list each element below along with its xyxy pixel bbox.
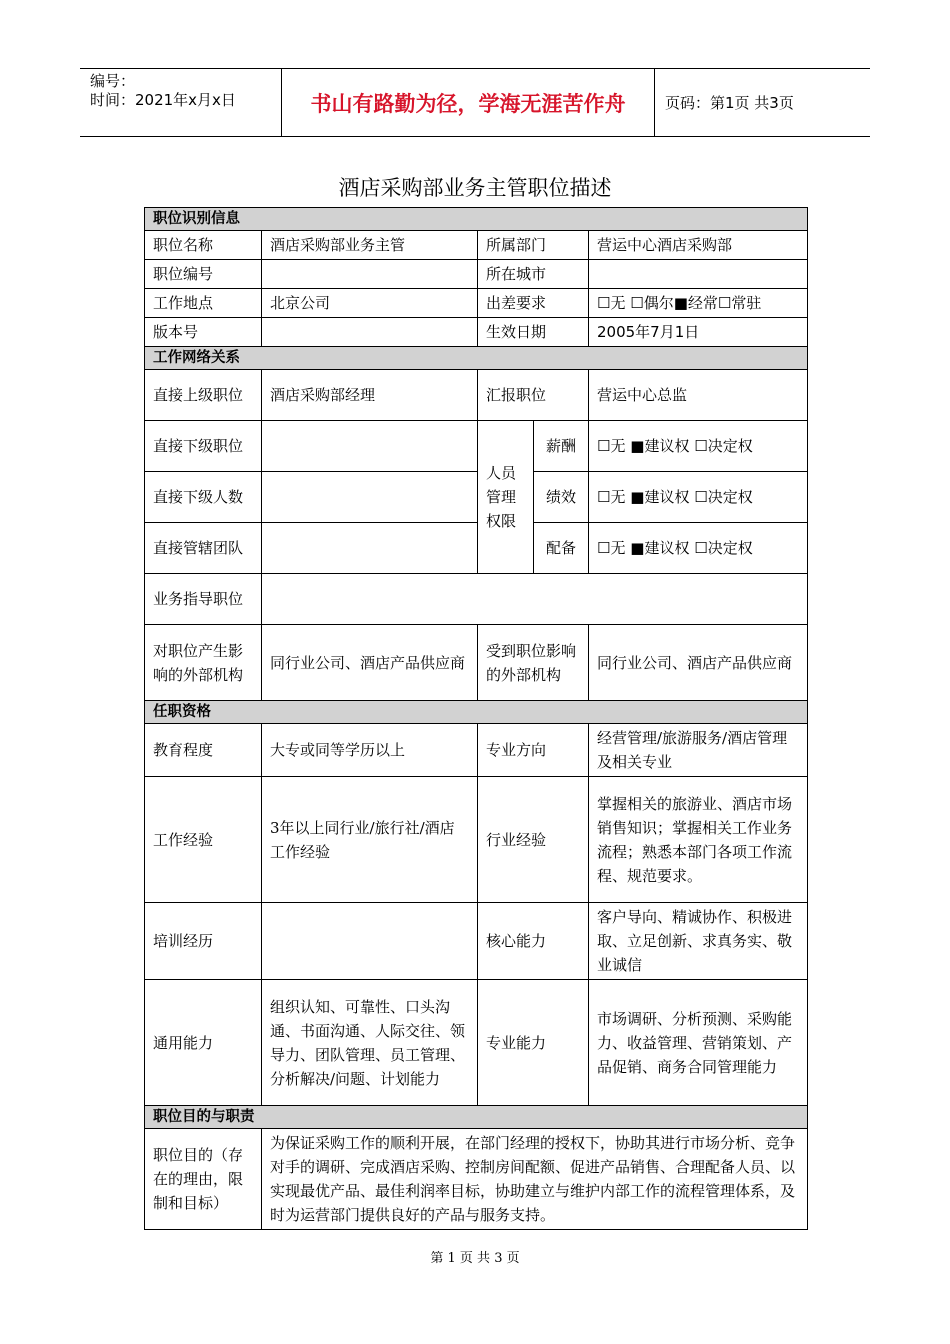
travel-option-frequent: 经常 xyxy=(687,294,718,312)
travel-option-occasional: 偶尔 xyxy=(643,294,674,312)
subordinate-count-value xyxy=(262,472,478,523)
section-network: 工作网络关系 xyxy=(145,347,808,370)
checkbox-unchecked-icon: ☐ xyxy=(630,294,644,312)
option-decide: 决定权 xyxy=(707,437,753,455)
document-title: 酒店采购部业务主管职位描述 xyxy=(338,176,612,200)
section-qualification: 任职资格 xyxy=(145,701,808,724)
version-label: 版本号 xyxy=(145,318,262,347)
authority-label: 人员管理权限 xyxy=(478,421,534,574)
subordinate-label: 直接下级职位 xyxy=(145,421,262,472)
effective-date-value: 2005年7月1日 xyxy=(589,318,808,347)
superior-value: 酒店采购部经理 xyxy=(262,370,478,421)
section-purpose: 职位目的与职责 xyxy=(145,1106,808,1129)
industry-exp-value: 掌握相关的旅游业、酒店市场销售知识；掌握相关工作业务流程；熟悉本部门各项工作流程、规范要求。 xyxy=(589,777,808,903)
guidance-value xyxy=(262,574,808,625)
external-affected-value: 同行业公司、酒店产品供应商 xyxy=(589,625,808,701)
travel-option-none: 无 xyxy=(610,294,626,312)
option-suggest: 建议权 xyxy=(644,488,690,506)
position-name-value: 酒店采购部业务主管 xyxy=(262,231,478,260)
doc-date: 时间：2021年x月x日 xyxy=(90,91,236,109)
checkbox-unchecked-icon: ☐ xyxy=(597,437,611,455)
core-label: 核心能力 xyxy=(478,903,589,980)
doc-number-label: 编号： xyxy=(90,72,136,90)
education-label: 教育程度 xyxy=(145,724,262,777)
training-value xyxy=(262,903,478,980)
authority-salary-label: 薪酬 xyxy=(534,421,589,472)
authority-performance-options xyxy=(589,472,808,523)
industry-exp-label: 行业经验 xyxy=(478,777,589,903)
team-label: 直接管辖团队 xyxy=(145,523,262,574)
checkbox-unchecked-icon: ☐ xyxy=(597,294,611,312)
option-decide: 决定权 xyxy=(707,539,753,557)
checkbox-checked-icon: ■ xyxy=(630,539,645,557)
effective-date-label: 生效日期 xyxy=(478,318,589,347)
header-page-info: 页码：第1页 共3页 xyxy=(665,94,794,112)
general-value: 组织认知、可靠性、口头沟通、书面沟通、人际交往、领导力、团队管理、员工管理、分析解决/问题、计划能力 xyxy=(262,980,478,1106)
option-suggest: 建议权 xyxy=(644,539,690,557)
authority-salary-options xyxy=(589,421,808,472)
authority-staffing-label: 配备 xyxy=(534,523,589,574)
major-label: 专业方向 xyxy=(478,724,589,777)
option-none: 无 xyxy=(610,488,626,506)
section-identification: 职位识别信息 xyxy=(145,208,808,231)
external-affect-label: 对职位产生影响的外部机构 xyxy=(145,625,262,701)
subordinate-value xyxy=(262,421,478,472)
page-header xyxy=(80,68,870,137)
job-description-table xyxy=(144,207,808,1230)
header-motto: 书山有路勤为径，学海无涯苦作舟 xyxy=(282,69,655,136)
purpose-text: 为保证采购工作的顺利开展，在部门经理的授权下，协助其进行市场分析、竞争对手的调研、完成酒店采购、控制房间配额、促进产品销售、合理配备人员、以实现最优产品、最佳利润率目标，协助建立与维护内部工作的流程管理体系，及时为运营部门提供良好的产品与服务支持。 xyxy=(262,1129,808,1230)
superior-label: 直接上级职位 xyxy=(145,370,262,421)
travel-option-permanent: 常驻 xyxy=(731,294,762,312)
subordinate-count-label: 直接下级人数 xyxy=(145,472,262,523)
header-left xyxy=(80,69,282,136)
external-affected-label: 受到职位影响的外部机构 xyxy=(478,625,589,701)
professional-value: 市场调研、分析预测、采购能力、收益管理、营销策划、产品促销、商务合同管理能力 xyxy=(589,980,808,1106)
position-code-label: 职位编号 xyxy=(145,260,262,289)
checkbox-checked-icon: ■ xyxy=(630,437,645,455)
version-value xyxy=(262,318,478,347)
major-value: 经营管理/旅游服务/酒店管理及相关专业 xyxy=(589,724,808,777)
checkbox-unchecked-icon: ☐ xyxy=(694,437,708,455)
authority-staffing-options xyxy=(589,523,808,574)
professional-label: 专业能力 xyxy=(478,980,589,1106)
checkbox-unchecked-icon: ☐ xyxy=(694,539,708,557)
authority-performance-label: 绩效 xyxy=(534,472,589,523)
team-value xyxy=(262,523,478,574)
city-value xyxy=(589,260,808,289)
position-code-value xyxy=(262,260,478,289)
core-value: 客户导向、精诚协作、积极进取、立足创新、求真务实、敬业诚信 xyxy=(589,903,808,980)
page-footer: 第 1 页 共 3 页 xyxy=(430,1251,520,1266)
travel-label: 出差要求 xyxy=(478,289,589,318)
location-value: 北京公司 xyxy=(262,289,478,318)
report-label: 汇报职位 xyxy=(478,370,589,421)
option-none: 无 xyxy=(610,539,626,557)
training-label: 培训经历 xyxy=(145,903,262,980)
checkbox-unchecked-icon: ☐ xyxy=(717,294,732,312)
checkbox-unchecked-icon: ☐ xyxy=(694,488,708,506)
external-affect-value: 同行业公司、酒店产品供应商 xyxy=(262,625,478,701)
location-label: 工作地点 xyxy=(145,289,262,318)
checkbox-checked-icon: ■ xyxy=(673,294,688,312)
checkbox-checked-icon: ■ xyxy=(630,488,645,506)
city-label: 所在城市 xyxy=(478,260,589,289)
purpose-label: 职位目的（存在的理由，限制和目标） xyxy=(145,1129,262,1230)
checkbox-unchecked-icon: ☐ xyxy=(597,539,611,557)
education-value: 大专或同等学历以上 xyxy=(262,724,478,777)
general-label: 通用能力 xyxy=(145,980,262,1106)
option-none: 无 xyxy=(610,437,626,455)
travel-options xyxy=(589,289,808,318)
experience-value: 3年以上同行业/旅行社/酒店工作经验 xyxy=(262,777,478,903)
department-value: 营运中心酒店采购部 xyxy=(589,231,808,260)
department-label: 所属部门 xyxy=(478,231,589,260)
guidance-label: 业务指导职位 xyxy=(145,574,262,625)
option-decide: 决定权 xyxy=(707,488,753,506)
option-suggest: 建议权 xyxy=(644,437,690,455)
experience-label: 工作经验 xyxy=(145,777,262,903)
report-value: 营运中心总监 xyxy=(589,370,808,421)
position-name-label: 职位名称 xyxy=(145,231,262,260)
checkbox-unchecked-icon: ☐ xyxy=(597,488,611,506)
